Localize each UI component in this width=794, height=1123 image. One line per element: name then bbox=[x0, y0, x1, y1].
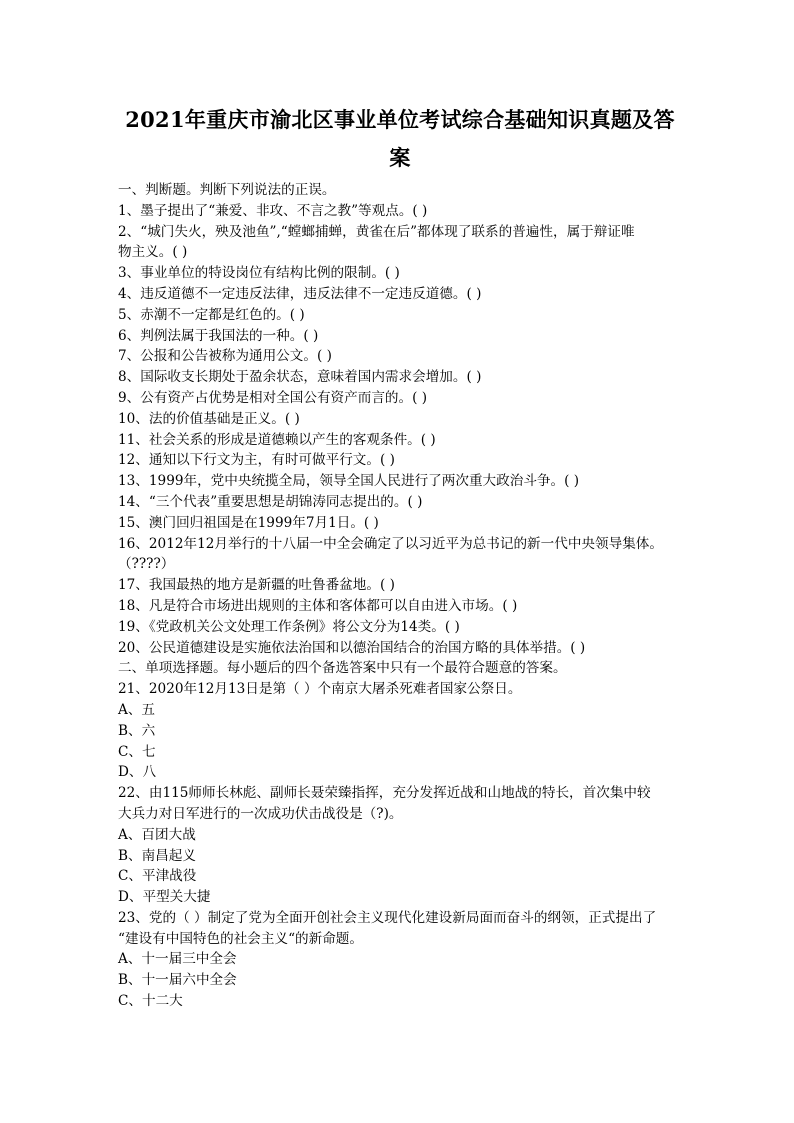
text-line: C、七 bbox=[118, 743, 156, 760]
text-line: 6、判例法属于我国法的一种。( ) bbox=[118, 327, 319, 344]
text-line: 11、社会关系的形成是道德赖以产生的客观条件。( ) bbox=[118, 431, 436, 448]
paragraph bbox=[118, 825, 688, 846]
text-line: B、六 bbox=[118, 722, 156, 739]
paragraph bbox=[118, 367, 688, 388]
text-line: D、八 bbox=[118, 764, 157, 781]
paragraph bbox=[118, 284, 688, 305]
text-line: D、平型关大捷 bbox=[118, 889, 211, 906]
text-line: 10、法的价值基础是正义。( ) bbox=[118, 410, 300, 427]
text-line: 22、由115师师长林彪、副师长聂荣臻指挥，充分发挥近战和山地战的特长，首次集中较 bbox=[118, 785, 651, 802]
paragraph bbox=[118, 658, 688, 679]
title-line-2: 案 bbox=[389, 145, 411, 170]
text-line: C、平津战役 bbox=[118, 868, 197, 885]
paragraph bbox=[118, 534, 688, 576]
paragraph bbox=[118, 617, 688, 638]
text-line: 23、党的（ ）制定了党为全面开创社会主义现代化建设新局面而奋斗的纲领，正式提出了 bbox=[118, 909, 657, 926]
paragraph bbox=[118, 866, 688, 887]
paragraph bbox=[118, 430, 688, 451]
paragraph bbox=[118, 783, 688, 825]
text-line: 7、公报和公告被称为通用公文。( ) bbox=[118, 348, 332, 365]
text-line: 二、单项选择题。每小题后的四个备选答案中只有一个最符合题意的答案。 bbox=[118, 660, 567, 677]
paragraph bbox=[118, 762, 688, 783]
paragraph bbox=[118, 846, 688, 867]
paragraph bbox=[118, 991, 688, 1012]
text-line: 13、1999年，党中央统揽全局，领导全国人民进行了两次重大政治斗争。( ) bbox=[118, 473, 580, 490]
paragraph bbox=[118, 887, 688, 908]
paragraph bbox=[118, 492, 688, 513]
paragraph bbox=[118, 908, 688, 950]
paragraph bbox=[118, 305, 688, 326]
text-line: 一、判断题。判断下列说法的正误。 bbox=[118, 182, 336, 198]
text-line: 3、事业单位的特设岗位有结构比例的限制。( ) bbox=[118, 265, 400, 282]
paragraph bbox=[118, 513, 688, 534]
text-line: 21、2020年12月13日是第（ ）个南京大屠杀死难者国家公祭日。 bbox=[118, 681, 522, 698]
text-line: 15、澳门回归祖国是在1999年7月1日。( ) bbox=[118, 514, 379, 531]
text-line: 物主义。( ) bbox=[118, 244, 188, 261]
text-line: 19、《党政机关公文处理工作条例》将公文分为14类。( ) bbox=[118, 618, 460, 635]
paragraph bbox=[118, 721, 688, 742]
text-line: B、南昌起义 bbox=[118, 847, 196, 864]
paragraph bbox=[118, 450, 688, 471]
paragraph bbox=[118, 596, 688, 617]
document-body bbox=[118, 180, 688, 1012]
paragraph bbox=[118, 180, 688, 201]
text-line: 17、我国最热的地方是新疆的吐鲁番盆地。( ) bbox=[118, 577, 395, 594]
paragraph bbox=[118, 222, 688, 264]
text-line: 2、“城门失火，殃及池鱼”,“螳螂捕蝉，黄雀在后”都体现了联系的普遍性，属于辩证唯 bbox=[118, 223, 635, 240]
text-line: C、十二大 bbox=[118, 993, 183, 1010]
paragraph bbox=[118, 679, 688, 700]
text-line: （????） bbox=[118, 556, 175, 573]
paragraph bbox=[118, 970, 688, 991]
title-line-1: 2021年重庆市渝北区事业单位考试综合基础知识真题及答 bbox=[125, 107, 675, 132]
text-line: B、十一届六中全会 bbox=[118, 972, 237, 989]
paragraph bbox=[118, 949, 688, 970]
text-line: A、十一届三中全会 bbox=[118, 951, 237, 968]
text-line: 4、违反道德不一定违反法律，违反法律不一定违反道德。( ) bbox=[118, 285, 482, 302]
text-line: “建设有中国特色的社会主义“的新命题。 bbox=[118, 930, 363, 947]
paragraph bbox=[118, 471, 688, 492]
paragraph bbox=[118, 575, 688, 596]
text-line: 12、通知以下行文为主，有时可做平行文。( ) bbox=[118, 452, 395, 469]
paragraph bbox=[118, 409, 688, 430]
paragraph bbox=[118, 388, 688, 409]
paragraph bbox=[118, 201, 688, 222]
text-line: A、五 bbox=[118, 701, 156, 718]
text-line: 9、公有资产占优势是相对全国公有资产而言的。( ) bbox=[118, 389, 428, 406]
text-line: 1、墨子提出了“兼爱、非攻、不言之教”等观点。( ) bbox=[118, 202, 428, 219]
paragraph bbox=[118, 638, 688, 659]
text-line: 8、国际收支长期处于盈余状态，意味着国内需求会增加。( ) bbox=[118, 369, 482, 386]
text-line: 18、凡是符合市场进出规则的主体和客体都可以自由进入市场。( ) bbox=[118, 597, 518, 614]
paragraph bbox=[118, 742, 688, 763]
text-line: A、百团大战 bbox=[118, 826, 196, 843]
paragraph bbox=[118, 700, 688, 721]
paragraph bbox=[118, 263, 688, 284]
text-line: 16、2012年12月举行的十八届一中全会确定了以习近平为总书记的新一代中央领导集体。 bbox=[118, 535, 663, 552]
paragraph bbox=[118, 346, 688, 367]
text-line: 14、“三个代表”重要思想是胡锦涛同志提出的。( ) bbox=[118, 493, 423, 510]
text-line: 5、赤潮不一定都是红色的。( ) bbox=[118, 306, 305, 323]
document-title bbox=[110, 101, 690, 177]
text-line: 20、公民道德建设是实施依法治国和以德治国结合的治国方略的具体举措。( ) bbox=[118, 639, 586, 656]
text-line: 大兵力对日军进行的一次成功伏击战役是（?)。 bbox=[118, 805, 403, 822]
paragraph bbox=[118, 326, 688, 347]
